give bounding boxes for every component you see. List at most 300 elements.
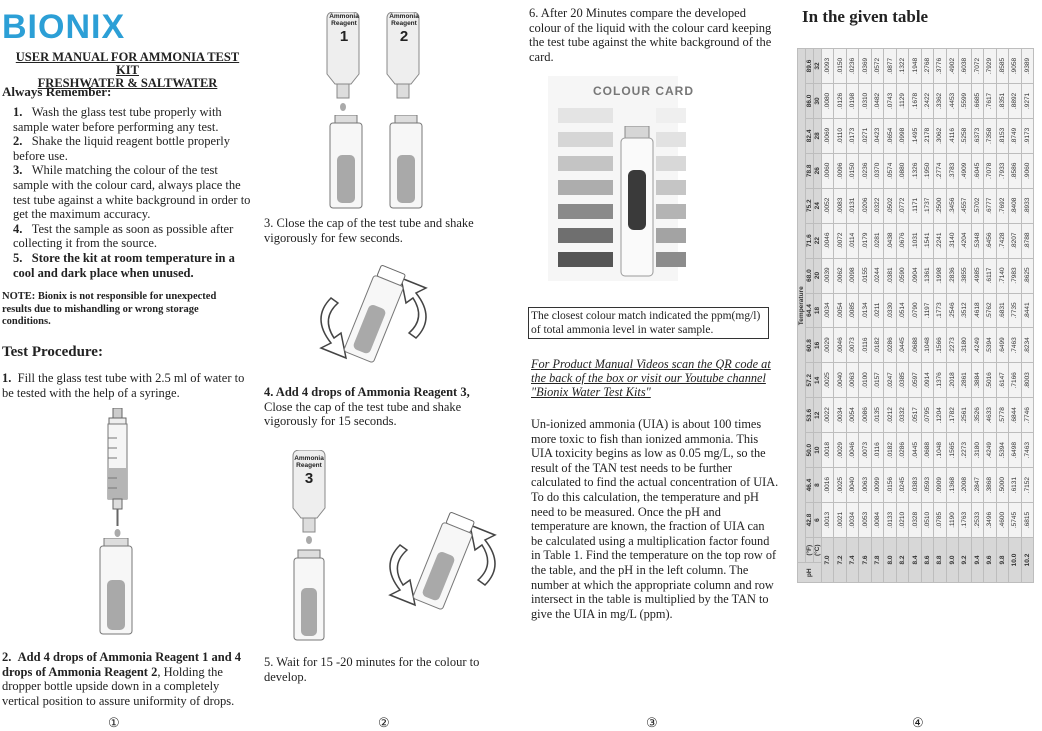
- factor-cell: .0211: [871, 293, 883, 328]
- factor-cell: .7617: [984, 83, 996, 118]
- factor-cell: .0572: [871, 49, 883, 84]
- colour-swatch: [656, 108, 686, 123]
- factor-cell: .8351: [996, 83, 1008, 118]
- table-row: [934, 49, 946, 583]
- manual-videos-link[interactable]: For Product Manual Videos scan the QR code at the back of the box or visit our Youtube channel "Bionix Water Test Kits": [531, 357, 771, 400]
- factor-cell: .0086: [859, 398, 871, 433]
- factor-cell: .3456: [946, 188, 958, 223]
- ph-cell: 7.2: [834, 537, 846, 582]
- ph-header: pH: [798, 563, 822, 583]
- factor-cell: .2273: [946, 328, 958, 363]
- factor-cell: .2241: [934, 223, 946, 258]
- temp-c-cell: 14: [814, 363, 822, 398]
- table-row: [859, 49, 871, 583]
- factor-cell: .0114: [846, 223, 858, 258]
- step-3: 3. Close the cap of the test tube and shake vigorously for few seconds.: [264, 216, 474, 245]
- title-line-1: USER MANUAL FOR AMMONIA TEST KIT: [15, 50, 240, 77]
- factor-cell: .5702: [971, 188, 983, 223]
- temp-c-cell: 18: [814, 293, 822, 328]
- factor-cell: .3526: [971, 398, 983, 433]
- rule-item: 3. While matching the colour of the test sample with the colour card, always place the test tube against a white background in order to get the maximum accuracy.: [13, 163, 251, 222]
- factor-cell: .0236: [859, 153, 871, 188]
- ph-cell: 9.2: [959, 537, 971, 582]
- factor-cell: .0040: [846, 468, 858, 503]
- ph-cell: 7.0: [822, 537, 834, 582]
- temp-f-cell: 50.0: [806, 433, 814, 468]
- factor-cell: .0510: [921, 503, 933, 538]
- step-2: 2. Add 4 drops of Ammonia Reagent 1 and 4 drops of Ammonia Reagent 2, Holding the dropper bottle upside down in a completely vertical position to assure uniformity of drops.: [2, 650, 242, 708]
- factor-cell: .0053: [859, 503, 871, 538]
- factor-cell: .0914: [921, 363, 933, 398]
- ph-cell: 8.4: [909, 537, 921, 582]
- factor-cell: .7078: [984, 153, 996, 188]
- factor-cell: .0688: [909, 328, 921, 363]
- factor-cell: .0054: [834, 293, 846, 328]
- factor-cell: .3180: [971, 433, 983, 468]
- factor-cell: .0084: [871, 503, 883, 538]
- factor-cell: .0080: [822, 83, 834, 118]
- table-row: [959, 49, 971, 583]
- ph-cell: 9.8: [996, 537, 1008, 582]
- step-4: 4. Add 4 drops of Ammonia Reagent 3, Close the cap of the test tube and shake vigorously for 15 seconds.: [264, 385, 470, 428]
- factor-cell: .0877: [884, 49, 896, 84]
- factor-cell: .0157: [871, 363, 883, 398]
- colour-swatch: [558, 228, 613, 243]
- ph-cell: 8.2: [896, 537, 908, 582]
- table-row: [971, 49, 983, 583]
- factor-cell: .3496: [984, 503, 996, 538]
- factor-cell: .5599: [959, 83, 971, 118]
- factor-cell: .0247: [884, 363, 896, 398]
- temp-f-cell: 64.4: [806, 293, 814, 328]
- factor-cell: .2500: [934, 188, 946, 223]
- factor-cell: .2273: [959, 433, 971, 468]
- factor-cell: .0795: [921, 398, 933, 433]
- factor-cell: .0025: [822, 363, 834, 398]
- temp-c-cell: 16: [814, 328, 822, 363]
- factor-cell: .5745: [1009, 503, 1021, 538]
- page-number-3: ③: [646, 715, 658, 730]
- test-procedure-heading: Test Procedure:: [2, 344, 103, 360]
- factor-cell: .1048: [921, 328, 933, 363]
- factor-cell: .0100: [859, 363, 871, 398]
- factor-cell: .7166: [1009, 363, 1021, 398]
- step-6: 6. After 20 Minutes compare the developed colour of the liquid with the colour card keeping the test tube against the white background of the card.: [529, 6, 772, 64]
- shake-illustration-2: [375, 505, 505, 630]
- factor-cell: .0039: [822, 258, 834, 293]
- factor-cell: .1197: [921, 293, 933, 328]
- colour-card-title: COLOUR CARD: [593, 84, 694, 98]
- temp-c-cell: 32: [814, 49, 822, 84]
- factor-cell: .0029: [822, 328, 834, 363]
- temp-c-cell: 24: [814, 188, 822, 223]
- colour-swatch: [656, 252, 686, 267]
- factor-cell: .6038: [959, 49, 971, 84]
- factor-cell: .4557: [959, 188, 971, 223]
- colour-swatch: [558, 132, 613, 147]
- brand-name: BIONIX: [2, 8, 126, 46]
- factor-cell: .9058: [1009, 49, 1021, 84]
- factor-cell: .5394: [996, 433, 1008, 468]
- factor-cell: .0445: [909, 433, 921, 468]
- factor-cell: .0590: [896, 258, 908, 293]
- factor-cell: .3783: [946, 153, 958, 188]
- factor-cell: .1204: [934, 398, 946, 433]
- factor-cell: .0073: [859, 433, 871, 468]
- factor-cell: .0046: [822, 223, 834, 258]
- factor-cell: .1782: [946, 398, 958, 433]
- factor-cell: .0116: [871, 433, 883, 468]
- temp-f-cell: 42.8: [806, 503, 814, 538]
- factor-cell: .0083: [834, 188, 846, 223]
- factor-cell: .1950: [921, 153, 933, 188]
- factor-cell: .1326: [909, 153, 921, 188]
- factor-cell: .0046: [834, 328, 846, 363]
- factor-cell: .0182: [884, 433, 896, 468]
- factor-cell: .8625: [1021, 258, 1034, 293]
- factor-cell: .0212: [884, 398, 896, 433]
- always-remember-heading: Always Remember:: [2, 84, 112, 99]
- factor-cell: .0514: [896, 293, 908, 328]
- factor-cell: .0245: [896, 468, 908, 503]
- factor-cell: .0182: [871, 328, 883, 363]
- temp-f-cell: 75.2: [806, 188, 814, 223]
- factor-cell: .8003: [1021, 363, 1034, 398]
- temp-f-cell: 86.0: [806, 83, 814, 118]
- factor-cell: .4909: [959, 153, 971, 188]
- temp-f-cell: 89.6: [806, 49, 814, 84]
- table-row: [946, 49, 958, 583]
- factor-cell: .0126: [834, 83, 846, 118]
- colour-swatch: [558, 180, 613, 195]
- factor-cell: .6499: [996, 328, 1008, 363]
- factor-cell: .2533: [971, 503, 983, 538]
- factor-cell: .2774: [934, 153, 946, 188]
- factor-cell: .0060: [822, 153, 834, 188]
- factor-cell: .0040: [834, 363, 846, 398]
- factor-cell: .0998: [896, 118, 908, 153]
- factor-cell: .0116: [859, 328, 871, 363]
- factor-cell: .8749: [1009, 118, 1021, 153]
- table-row: [884, 49, 896, 583]
- factor-cell: .8586: [1009, 153, 1021, 188]
- bottle-3-label: Ammonia Reagent 3: [294, 455, 324, 487]
- factor-cell: .5778: [996, 398, 1008, 433]
- factor-cell: .8585: [996, 49, 1008, 84]
- factor-cell: .6831: [996, 293, 1008, 328]
- factor-cell: .0909: [934, 468, 946, 503]
- factor-cell: .2008: [959, 468, 971, 503]
- factor-cell: .1495: [909, 118, 921, 153]
- fahrenheit-header: (°F): [806, 537, 814, 563]
- factor-cell: .8207: [1009, 223, 1021, 258]
- brand-logo: [2, 8, 125, 47]
- factor-cell: .0073: [846, 328, 858, 363]
- step-5: 5. Wait for 15 -20 minutes for the colour to develop.: [264, 655, 480, 684]
- factor-cell: .0052: [822, 188, 834, 223]
- factor-cell: .2847: [971, 468, 983, 503]
- factor-cell: .0063: [859, 468, 871, 503]
- factor-cell: .0286: [896, 433, 908, 468]
- factor-cell: .0676: [896, 223, 908, 258]
- rule-item: 1. Wash the glass test tube properly with sample water before performing any test.: [13, 105, 222, 134]
- syringe-illustration: [95, 408, 140, 538]
- factor-cell: .0244: [871, 258, 883, 293]
- factor-cell: .1763: [959, 503, 971, 538]
- factor-cell: .2768: [921, 49, 933, 84]
- factor-cell: .9173: [1021, 118, 1034, 153]
- factor-cell: .9389: [1021, 49, 1034, 84]
- factor-cell: .4985: [971, 258, 983, 293]
- colour-swatch: [558, 252, 613, 267]
- factor-cell: .0369: [859, 49, 871, 84]
- factor-cell: .0173: [846, 118, 858, 153]
- factor-cell: .0085: [846, 293, 858, 328]
- step-1: 1. Fill the glass test tube with 2.5 ml of water to be tested with the help of a syringe.: [2, 371, 245, 400]
- table-row: [896, 49, 908, 583]
- factor-cell: .2018: [946, 363, 958, 398]
- page-number-2: ②: [378, 715, 390, 730]
- factor-cell: .0281: [871, 223, 883, 258]
- rule-item: 4. Test the sample as soon as possible after collecting it from the source.: [13, 221, 234, 251]
- factor-cell: .0381: [884, 258, 896, 293]
- factor-cell: .4618: [971, 293, 983, 328]
- factor-cell: .7929: [984, 49, 996, 84]
- factor-cell: .0310: [859, 83, 871, 118]
- factor-cell: .0210: [896, 503, 908, 538]
- factor-cell: .1566: [934, 328, 946, 363]
- factor-cell: .1678: [909, 83, 921, 118]
- factor-cell: .0593: [921, 468, 933, 503]
- factor-cell: .6147: [996, 363, 1008, 398]
- factor-cell: .8933: [1021, 188, 1034, 223]
- factor-cell: .6685: [971, 83, 983, 118]
- factor-cell: .0135: [871, 398, 883, 433]
- factor-cell: .0330: [884, 293, 896, 328]
- factor-cell: .0034: [846, 503, 858, 538]
- factor-cell: .0179: [859, 223, 871, 258]
- temp-c-cell: 20: [814, 258, 822, 293]
- factor-cell: .9271: [1021, 83, 1034, 118]
- factor-cell: .0785: [934, 503, 946, 538]
- factor-cell: .0016: [822, 468, 834, 503]
- factor-cell: .8234: [1021, 328, 1034, 363]
- factor-cell: .0046: [846, 433, 858, 468]
- factor-cell: .1948: [909, 49, 921, 84]
- factor-cell: .0772: [896, 188, 908, 223]
- factor-cell: .2861: [959, 363, 971, 398]
- factor-cell: .2561: [959, 398, 971, 433]
- temp-c-cell: 26: [814, 153, 822, 188]
- factor-cell: .7428: [996, 223, 1008, 258]
- ph-cell: 8.0: [884, 537, 896, 582]
- factor-cell: .0022: [822, 398, 834, 433]
- factor-cell: .1541: [921, 223, 933, 258]
- table-row: [871, 49, 883, 583]
- factor-cell: .3776: [934, 49, 946, 84]
- factor-cell: .0880: [896, 153, 908, 188]
- rules-list: [13, 105, 253, 280]
- factor-cell: .1322: [896, 49, 908, 84]
- factor-cell: .3062: [934, 118, 946, 153]
- factor-cell: .0198: [846, 83, 858, 118]
- factor-cell: .0021: [834, 503, 846, 538]
- factor-cell: .1737: [921, 188, 933, 223]
- factor-cell: .6456: [984, 223, 996, 258]
- factor-cell: .0072: [834, 223, 846, 258]
- factor-cell: .0096: [834, 153, 846, 188]
- factor-cell: .7072: [971, 49, 983, 84]
- temp-c-cell: 10: [814, 433, 822, 468]
- factor-cell: .0385: [896, 363, 908, 398]
- factor-cell: .0110: [834, 118, 846, 153]
- ph-cell: 10.2: [1021, 537, 1034, 582]
- factor-cell: .9060: [1021, 153, 1034, 188]
- factor-cell: .6815: [1021, 503, 1034, 538]
- factor-cell: .0099: [871, 468, 883, 503]
- factor-cell: .0150: [846, 153, 858, 188]
- factor-cell: .1376: [934, 363, 946, 398]
- ph-cell: 10.0: [1009, 537, 1021, 582]
- temp-c-cell: 12: [814, 398, 822, 433]
- factor-cell: .1190: [946, 503, 958, 538]
- factor-cell: .6844: [1009, 398, 1021, 433]
- factor-cell: .2178: [921, 118, 933, 153]
- factor-cell: .3884: [971, 363, 983, 398]
- factor-cell: .4600: [996, 503, 1008, 538]
- factor-cell: .0383: [909, 468, 921, 503]
- factor-cell: .6498: [1009, 433, 1021, 468]
- closest-match-box: The closest colour match indicated the ppm(mg/l) of total ammonia level in water sample.: [528, 307, 769, 339]
- factor-cell: .0018: [822, 433, 834, 468]
- factor-cell: .0370: [871, 153, 883, 188]
- colour-swatch: [656, 204, 686, 219]
- factor-cell: .0155: [859, 258, 871, 293]
- factor-cell: .0013: [822, 503, 834, 538]
- colour-swatch: [558, 156, 613, 171]
- uia-factor-table-wrapper: [797, 48, 1034, 583]
- factor-cell: .8153: [996, 118, 1008, 153]
- factor-cell: .0502: [884, 188, 896, 223]
- factor-cell: .0790: [909, 293, 921, 328]
- shake-illustration-1: [306, 258, 441, 378]
- rule-item: 2. Shake the liquid reagent bottle properly before use.: [13, 134, 230, 163]
- factor-cell: .0904: [909, 258, 921, 293]
- factor-cell: .0688: [921, 433, 933, 468]
- factor-cell: .0517: [909, 398, 921, 433]
- factor-cell: .6045: [971, 153, 983, 188]
- factor-cell: .4249: [984, 433, 996, 468]
- factor-cell: .0063: [846, 363, 858, 398]
- factor-cell: .0654: [884, 118, 896, 153]
- colour-card-test-tube: [619, 126, 655, 278]
- test-tubes-pair: [327, 115, 427, 210]
- factor-cell: .5258: [959, 118, 971, 153]
- factor-cell: .0328: [909, 503, 921, 538]
- factor-cell: .7358: [984, 118, 996, 153]
- factor-cell: .7463: [1009, 328, 1021, 363]
- factor-cell: .3180: [959, 328, 971, 363]
- ph-cell: 7.8: [871, 537, 883, 582]
- page-number-1: ①: [108, 715, 120, 730]
- table-row: [1009, 49, 1021, 583]
- ph-cell: 7.6: [859, 537, 871, 582]
- factor-cell: .0062: [834, 258, 846, 293]
- factor-cell: .0332: [896, 398, 908, 433]
- table-row: [1021, 49, 1034, 583]
- table-row: [996, 49, 1008, 583]
- factor-cell: .0743: [884, 83, 896, 118]
- table-row: [909, 49, 921, 583]
- temp-f-cell: 68.0: [806, 258, 814, 293]
- factor-cell: .2546: [946, 293, 958, 328]
- factor-cell: .2422: [921, 83, 933, 118]
- factor-cell: .3512: [959, 293, 971, 328]
- factor-cell: .0271: [859, 118, 871, 153]
- factor-cell: .5016: [984, 363, 996, 398]
- factor-cell: .0423: [871, 118, 883, 153]
- ph-cell: 8.6: [921, 537, 933, 582]
- temp-c-cell: 28: [814, 118, 822, 153]
- factor-cell: .7152: [1021, 468, 1034, 503]
- factor-cell: .0025: [834, 468, 846, 503]
- factor-cell: .6117: [984, 258, 996, 293]
- factor-cell: .0150: [834, 49, 846, 84]
- uia-factor-table: [797, 48, 1034, 583]
- ph-cell: 7.4: [846, 537, 858, 582]
- factor-cell: .5348: [971, 223, 983, 258]
- factor-cell: .0034: [822, 293, 834, 328]
- factor-cell: .1565: [946, 433, 958, 468]
- colour-swatch: [656, 180, 686, 195]
- temperature-header: Temperature: [798, 49, 806, 563]
- factor-cell: .8408: [1009, 188, 1021, 223]
- factor-cell: .7692: [996, 188, 1008, 223]
- colour-swatch: [558, 204, 613, 219]
- factor-cell: .4204: [959, 223, 971, 258]
- table-row: [834, 49, 846, 583]
- factor-cell: .4116: [946, 118, 958, 153]
- factor-cell: .7735: [1009, 293, 1021, 328]
- rule-item: 5. Store the kit at room temperature in a cool and dark place when unused.: [13, 250, 235, 280]
- factor-cell: .6131: [1009, 468, 1021, 503]
- factor-cell: .4453: [946, 83, 958, 118]
- factor-cell: .1361: [921, 258, 933, 293]
- ph-cell: 8.8: [934, 537, 946, 582]
- factor-cell: .7463: [1021, 433, 1034, 468]
- factor-cell: .1998: [934, 258, 946, 293]
- factor-cell: .0069: [822, 118, 834, 153]
- factor-cell: .1129: [896, 83, 908, 118]
- colour-swatch: [656, 132, 686, 147]
- factor-cell: .1171: [909, 188, 921, 223]
- temp-f-cell: 60.8: [806, 328, 814, 363]
- factor-cell: .0445: [896, 328, 908, 363]
- test-tube-illustration: [98, 538, 134, 636]
- factor-cell: .3868: [984, 468, 996, 503]
- factor-cell: .0034: [834, 398, 846, 433]
- factor-cell: .8788: [1021, 223, 1034, 258]
- factor-cell: .7983: [1009, 258, 1021, 293]
- table-row: [984, 49, 996, 583]
- temp-c-cell: 30: [814, 83, 822, 118]
- colour-swatch: [656, 228, 686, 243]
- factor-cell: .6373: [971, 118, 983, 153]
- temp-f-cell: 82.4: [806, 118, 814, 153]
- factor-cell: .0322: [871, 188, 883, 223]
- factor-cell: .0133: [884, 503, 896, 538]
- factor-cell: .0054: [846, 398, 858, 433]
